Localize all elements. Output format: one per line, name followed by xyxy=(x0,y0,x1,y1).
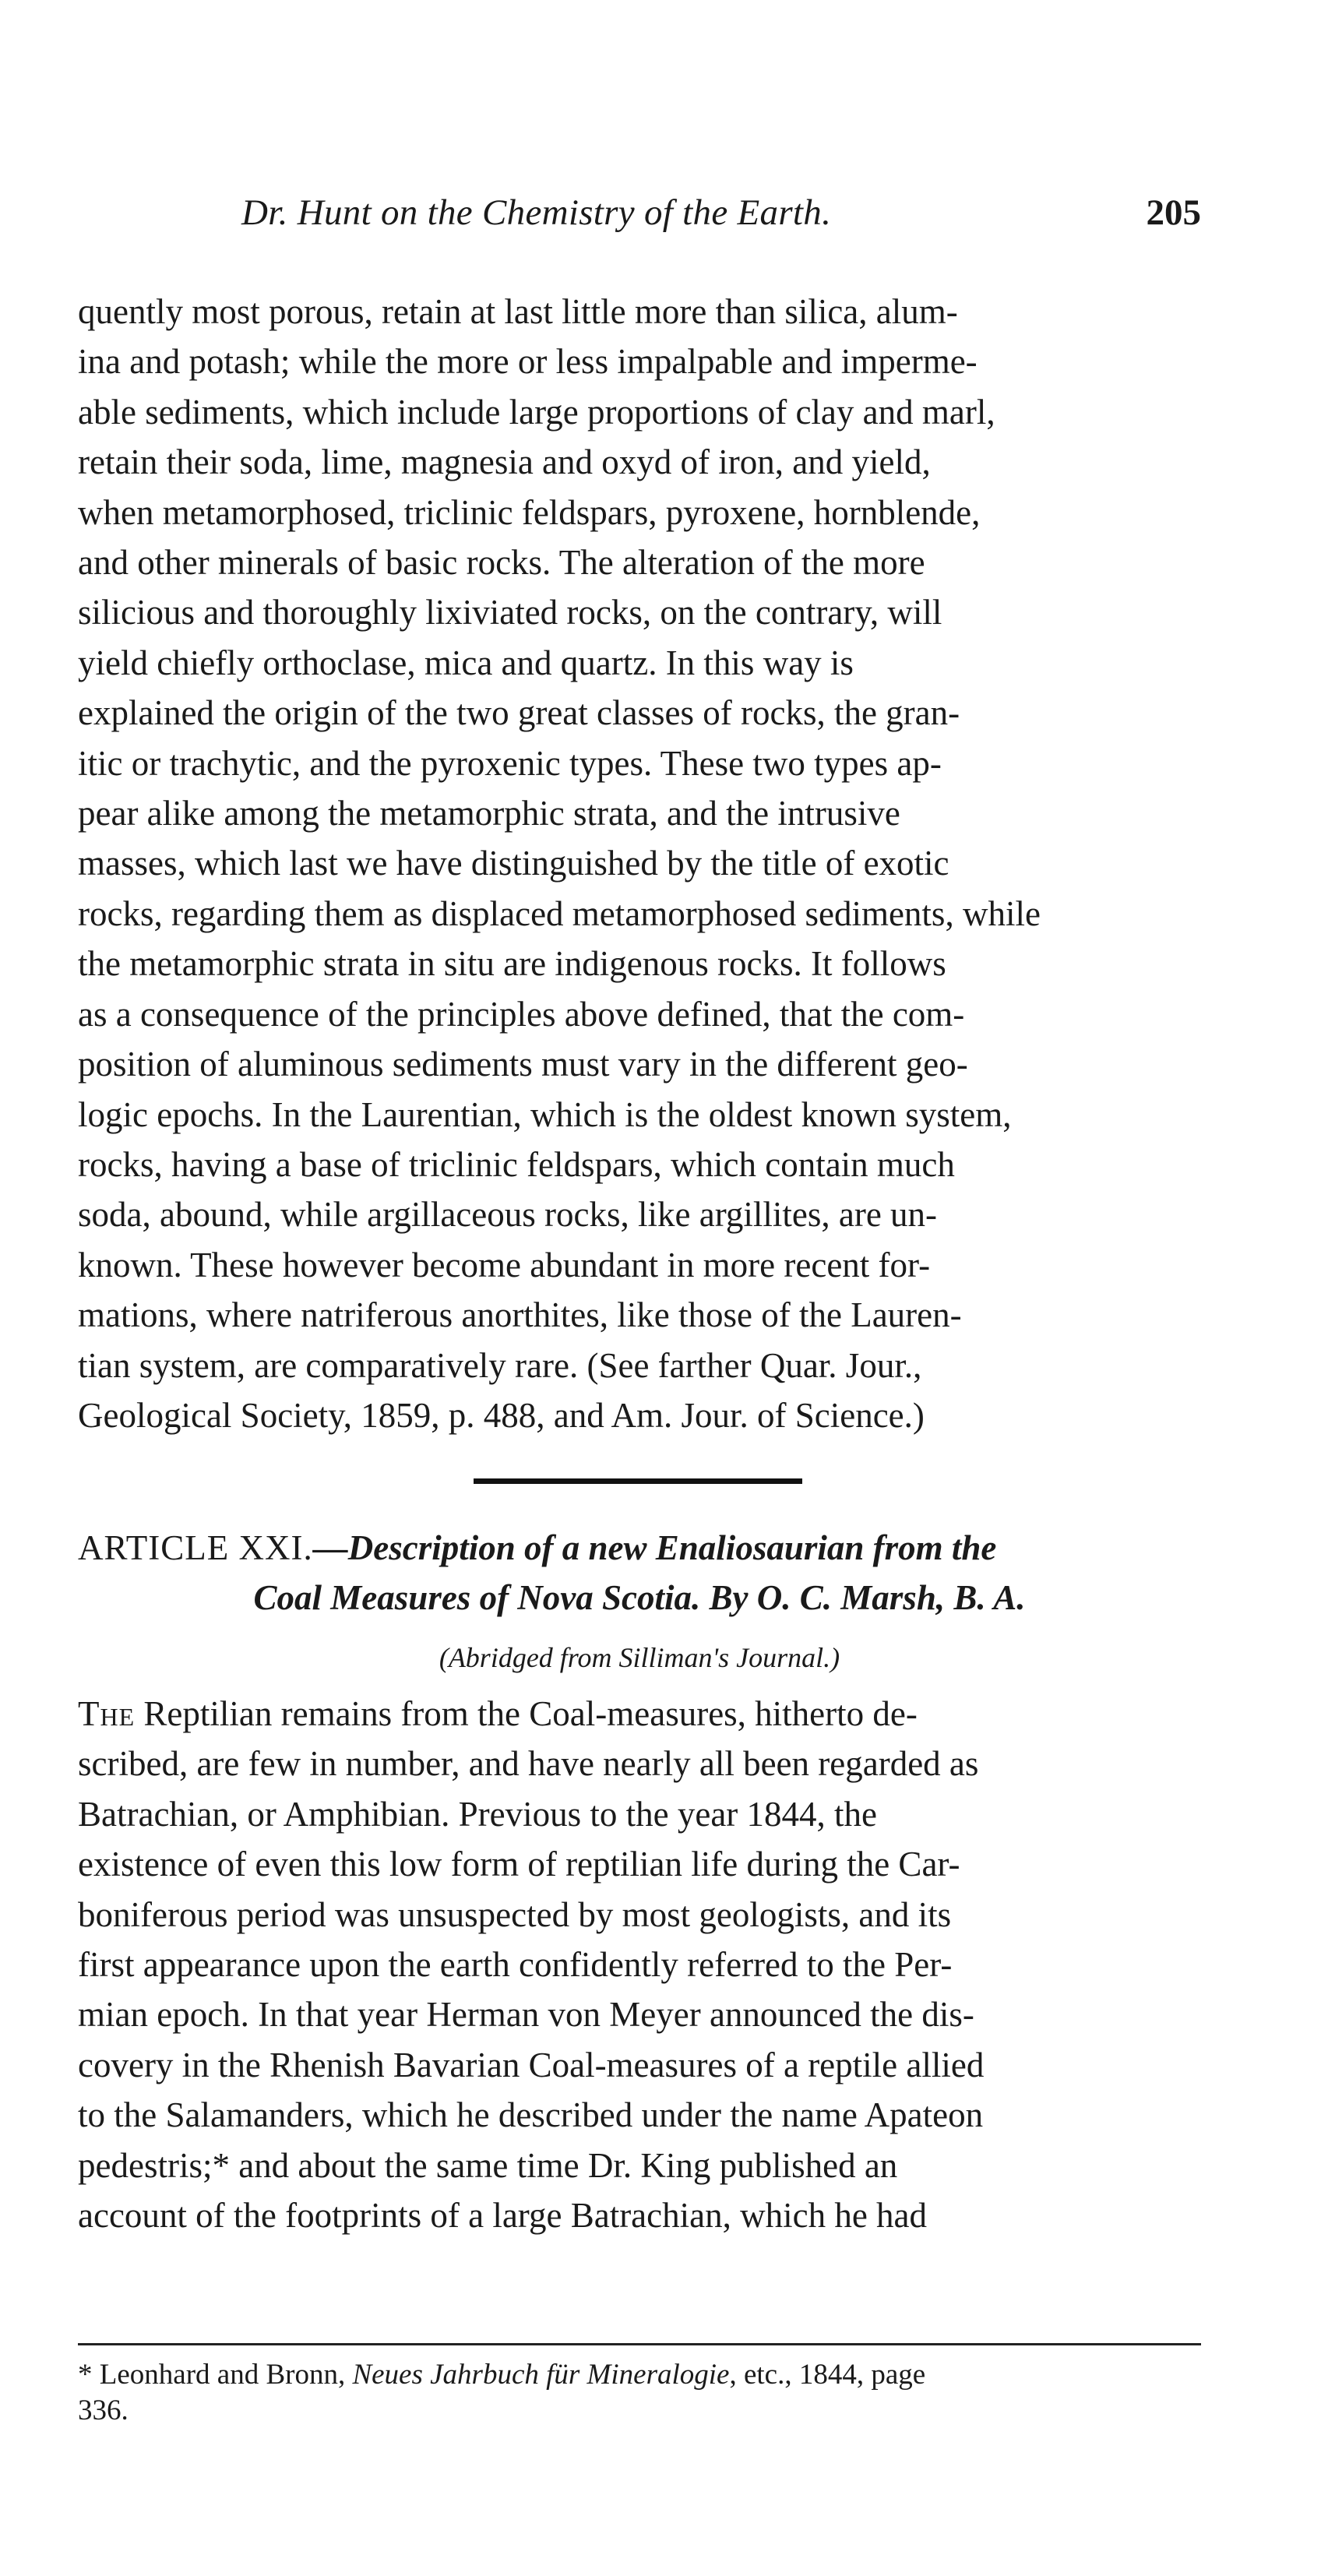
article-title-part2: Coal Measures of Nova Scotia. By O. C. Marsh, B. A. xyxy=(253,1578,1026,1617)
footnote-suffix: , etc., 1844, page 336. xyxy=(78,2359,926,2426)
article-heading xyxy=(78,1523,1201,1623)
running-header xyxy=(241,185,1201,240)
paragraph-body: Reptilian remains from the Coal-measures, hitherto de- scribed, are few in number, and have nearly all been regarded as Batrachian, or Amphibian. Previous to the year 1844, the existence of even this low form of reptilian life during the Car- boniferous period was unsuspected by most geologists, and its first appearance upon the earth confidently referred to the Per- mian epoch. In that year Herman von Meyer announced the dis- covery in the Rhenish Bavarian Coal-measures of a reptile allied to the Salamanders, which he described under the name Apateon pedestris;* and about the same time Dr. King published an account of the footprints of a large Batrachian, which he had xyxy=(78,1694,985,2236)
section-divider xyxy=(474,1478,802,1484)
abridged-note: (Abridged from Silliman's Journal.) xyxy=(439,1642,840,1673)
footnote-rule xyxy=(78,2343,1201,2345)
running-title: Dr. Hunt on the Chemistry of the Earth. xyxy=(241,192,832,233)
paragraph-first-word: The xyxy=(78,1694,136,1733)
footnote-prefix: * Leonhard and Bronn, xyxy=(78,2359,353,2391)
paragraph-reptilian xyxy=(78,1689,1201,2240)
footnote-journal: Neues Jahrbuch für Mineralogie xyxy=(352,2359,730,2391)
paragraph-geology: quently most porous, retain at last little more than silica, alum- ina and potash; while the more or less impalpable and imperme- able sediments, which include large proportions of clay and marl, retain their soda, lime, magnesia and oxyd of iron, and yield, when metamorphosed, triclinic feldspars, pyroxene, hornblende, and other minerals of basic rocks. The alteration of the more silicious and thoroughly lixiviated rocks, on the contrary, will yield chiefly orthoclase, mica and quartz. In this way is explained the origin of the two great classes of rocks, the gran- itic or trachytic, and the pyroxenic types. These two types ap- pear alike among the metamorphic strata, and the intrusive masses, which last we have distinguished by the title of exotic rocks, regarding them as displaced metamorphosed sediments, while the metamorphic strata in situ are indigenous rocks. It follows as a consequence of the principles above defined, that the com- position of aluminous sediments must vary in the different geo- logic epochs. In the Laurentian, which is the oldest known system, rocks, having a base of triclinic feldspars, which contain much soda, abound, while argillaceous rocks, like argillites, are un- known. These however become abundant in more recent for- mations, where natriferous anorthites, like those of the Lauren- tian system, are comparatively rare. (See farther Quar. Jour., Geological Society, 1859, p. 488, and Am. Jour. of Science.) xyxy=(78,292,1041,1435)
article-title-part1: —Description of a new Enaliosaurian from the xyxy=(312,1528,997,1567)
article-heading-line1 xyxy=(78,1523,1201,1573)
page-number: 205 xyxy=(1146,192,1201,233)
article-label: ARTICLE XXI. xyxy=(78,1528,313,1567)
footnote xyxy=(78,2357,1201,2429)
